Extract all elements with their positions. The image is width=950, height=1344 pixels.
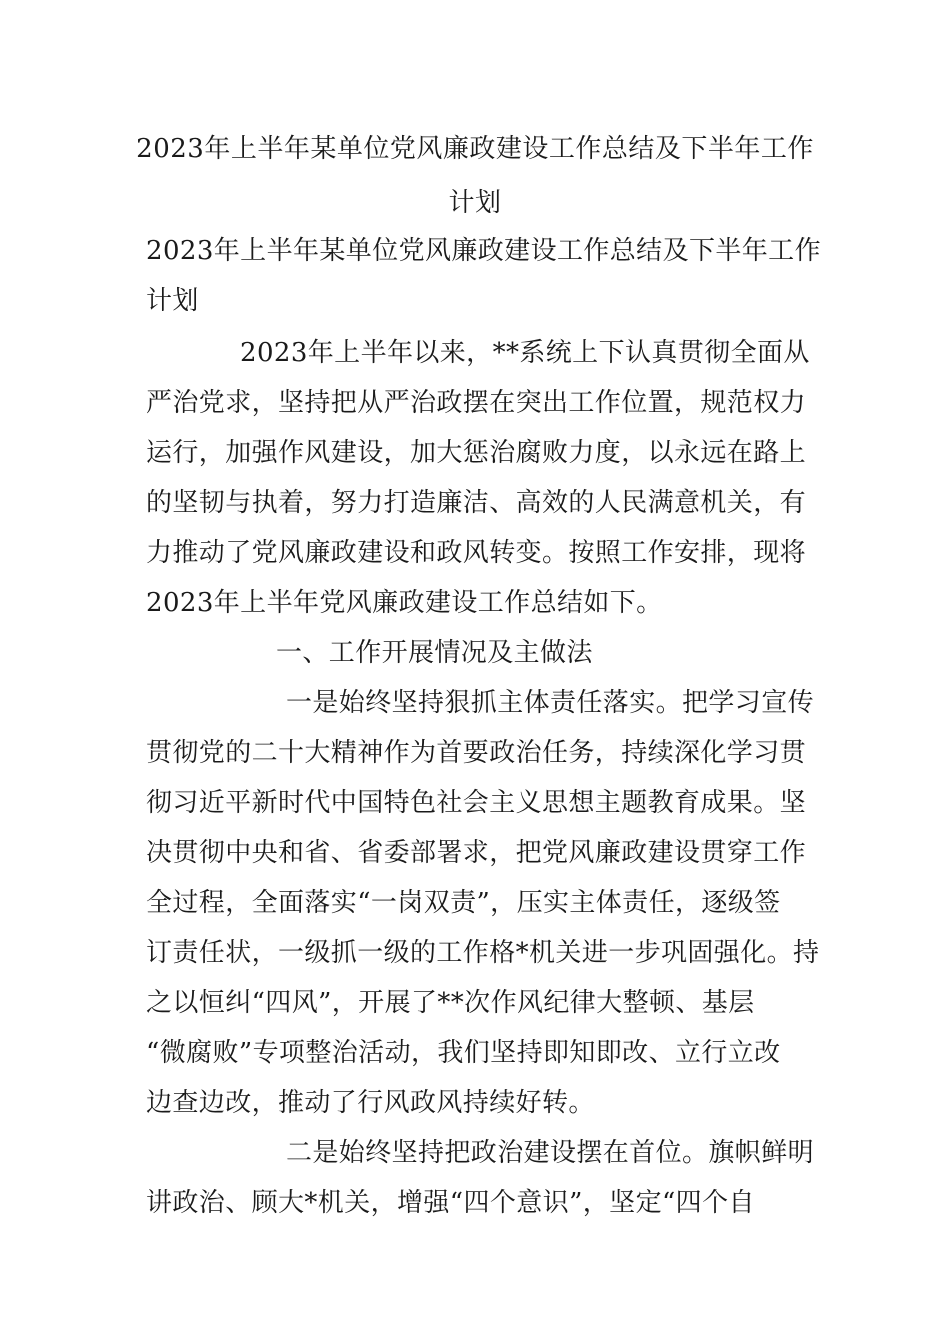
para2-line-2: 讲政治、顾大*机关，增强“四个意识”，坚定“四个自 <box>146 1188 755 1218</box>
section-heading: 一、工作开展情况及主做法 <box>276 638 593 668</box>
para1-line-9: 边查边改，推动了行风政风持续好转。 <box>146 1088 595 1118</box>
para1-line-5: 全过程，全面落实“一岗双责”，压实主体责任，逐级签 <box>146 888 781 918</box>
document-title-line-1: 2023年上半年某单位党风廉政建设工作总结及下半年工作 <box>136 134 814 164</box>
para1-line-6: 订责任状，一级抓一级的工作格*机关进一步巩固强化。持 <box>146 938 820 968</box>
intro-line-4: 的坚韧与执着，努力打造廉洁、高效的人民满意机关，有 <box>146 488 807 518</box>
intro-line-1: 2023年上半年以来，**系统上下认真贯彻全面从 <box>240 338 810 368</box>
title-repeat-line-2: 计划 <box>146 286 199 316</box>
para1-line-4: 决贯彻中央和省、省委部署求，把党风廉政建设贯穿工作 <box>146 838 807 868</box>
para1-line-8: “微腐败”专项整治活动，我们坚持即知即改、立行立改 <box>146 1038 781 1068</box>
title-repeat-line-1: 2023年上半年某单位党风廉政建设工作总结及下半年工作 <box>146 236 821 266</box>
intro-line-2: 严治党求，坚持把从严治政摆在突出工作位置，规范权力 <box>146 388 807 418</box>
para1-line-3: 彻习近平新时代中国特色社会主义思想主题教育成果。坚 <box>146 788 807 818</box>
para1-line-1: 一是始终坚持狠抓主体责任落实。把学习宣传 <box>286 688 815 718</box>
intro-line-5: 力推动了党风廉政建设和政风转变。按照工作安排，现将 <box>146 538 807 568</box>
document-title-line-2: 计划 <box>448 188 502 218</box>
para2-line-1: 二是始终坚持把政治建设摆在首位。旗帜鲜明 <box>286 1138 815 1168</box>
para1-line-2: 贯彻党的二十大精神作为首要政治任务，持续深化学习贯 <box>146 738 807 768</box>
intro-line-6: 2023年上半年党风廉政建设工作总结如下。 <box>146 588 663 618</box>
intro-line-3: 运行，加强作风建设，加大惩治腐败力度，以永远在路上 <box>146 438 807 468</box>
para1-line-7: 之以恒纠“四风”，开展了**次作风纪律大整顿、基层 <box>146 988 755 1018</box>
